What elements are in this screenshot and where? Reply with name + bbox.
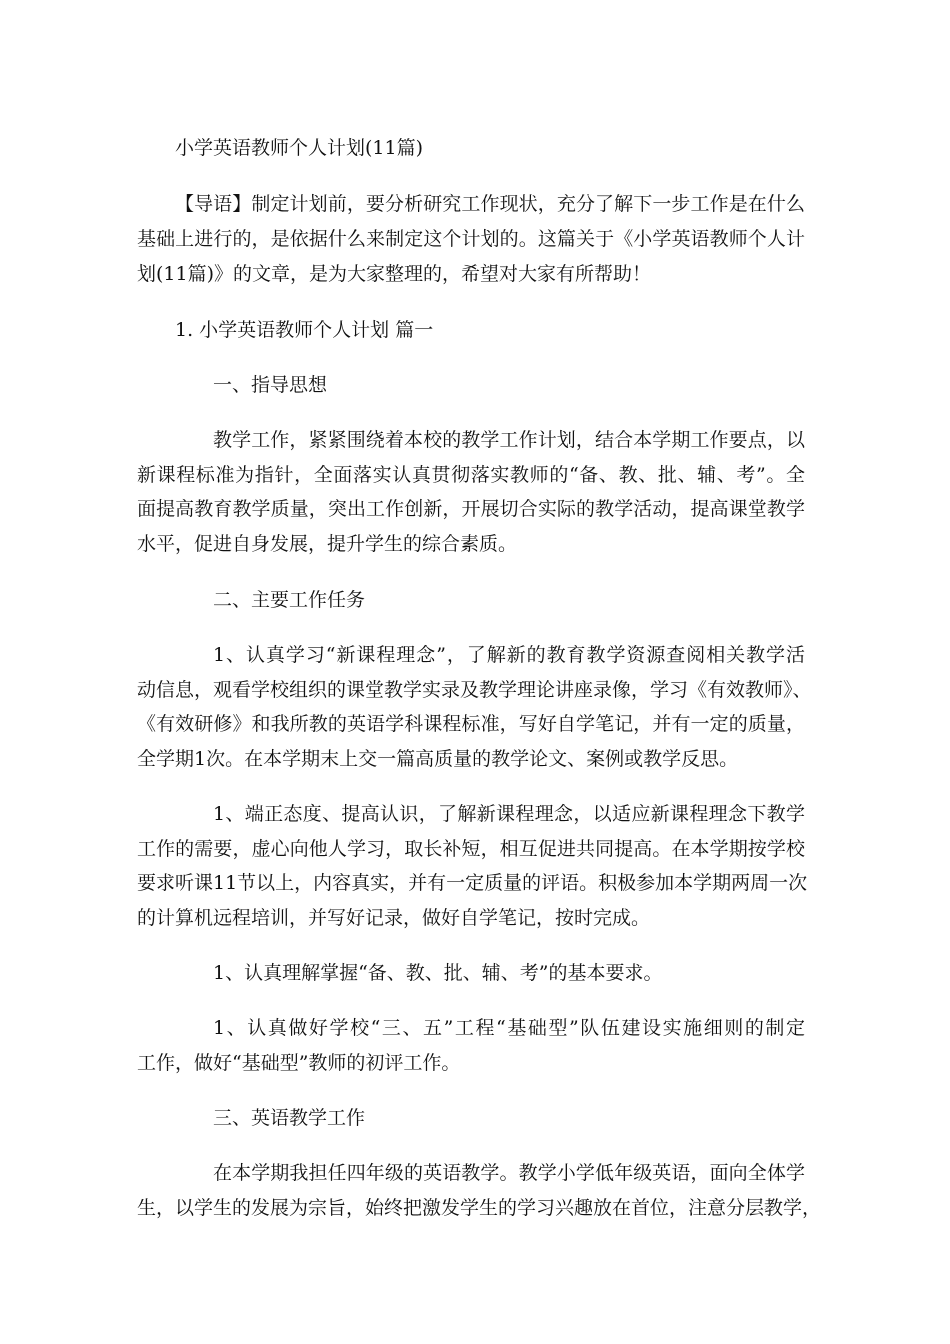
text-line: 《有效研修》和我所教的英语学科课程标准，写好自学笔记，并有一定的质量， xyxy=(137,713,805,735)
text-line: 1、认真做好学校“三、五”工程“基础型”队伍建设实施细则的制定 xyxy=(213,1017,805,1039)
text-line: 1、认真学习“新课程理念”，了解新的教育教学资源查阅相关教学活 xyxy=(213,644,805,666)
text-line: 面提高教育教学质量，突出工作创新，开展切合实际的教学活动，提高课堂教学 xyxy=(137,498,805,520)
text-line: 的计算机远程培训，并写好记录，做好自学笔记，按时完成。 xyxy=(137,907,651,929)
text-line: 工作，做好“基础型”教师的初评工作。 xyxy=(137,1052,461,1074)
text-line: 生，以学生的发展为宗旨，始终把激发学生的学习兴趣放在首位，注意分层教学， xyxy=(137,1197,822,1219)
section-title: 1. 小学英语教师个人计划 篇一 xyxy=(175,319,434,341)
heading-main-tasks: 二、主要工作任务 xyxy=(213,589,366,611)
text-line: 在本学期我担任四年级的英语教学。教学小学低年级英语，面向全体学 xyxy=(213,1162,805,1184)
heading-english-teaching: 三、英语教学工作 xyxy=(213,1107,366,1129)
text-line: 1、端正态度、提高认识，了解新课程理念，以适应新课程理念下教学 xyxy=(213,803,805,825)
text-line: 教学工作，紧紧围绕着本校的教学工作计划，结合本学期工作要点，以 xyxy=(213,429,805,451)
document-title: 小学英语教师个人计划(11篇) xyxy=(175,137,424,159)
text-line: 划(11篇)》的文章，是为大家整理的，希望对大家有所帮助！ xyxy=(137,263,652,285)
text-line: 要求听课11节以上，内容真实，并有一定质量的评语。积极参加本学期两周一次 xyxy=(137,872,808,894)
text-line: 1、认真理解掌握“备、教、批、辅、考”的基本要求。 xyxy=(213,962,663,984)
text-line: 全学期1次。在本学期末上交一篇高质量的教学论文、案例或教学反思。 xyxy=(137,748,739,770)
text-line: 动信息，观看学校组织的课堂教学实录及教学理论讲座录像，学习《有效教师》、 xyxy=(137,679,812,701)
text-line: 新课程标准为指针，全面落实认真贯彻落实教师的“备、教、批、辅、考”。全 xyxy=(137,464,805,486)
text-line: 基础上进行的，是依据什么来制定这个计划的。这篇关于《小学英语教师个人计 xyxy=(137,228,805,250)
heading-guiding-thought: 一、指导思想 xyxy=(213,374,328,396)
text-line: 【导语】制定计划前，要分析研究工作现状，充分了解下一步工作是在什么 xyxy=(175,193,805,215)
text-line: 水平，促进自身发展，提升学生的综合素质。 xyxy=(137,533,518,555)
text-line: 工作的需要，虚心向他人学习，取长补短，相互促进共同提高。在本学期按学校 xyxy=(137,838,805,860)
